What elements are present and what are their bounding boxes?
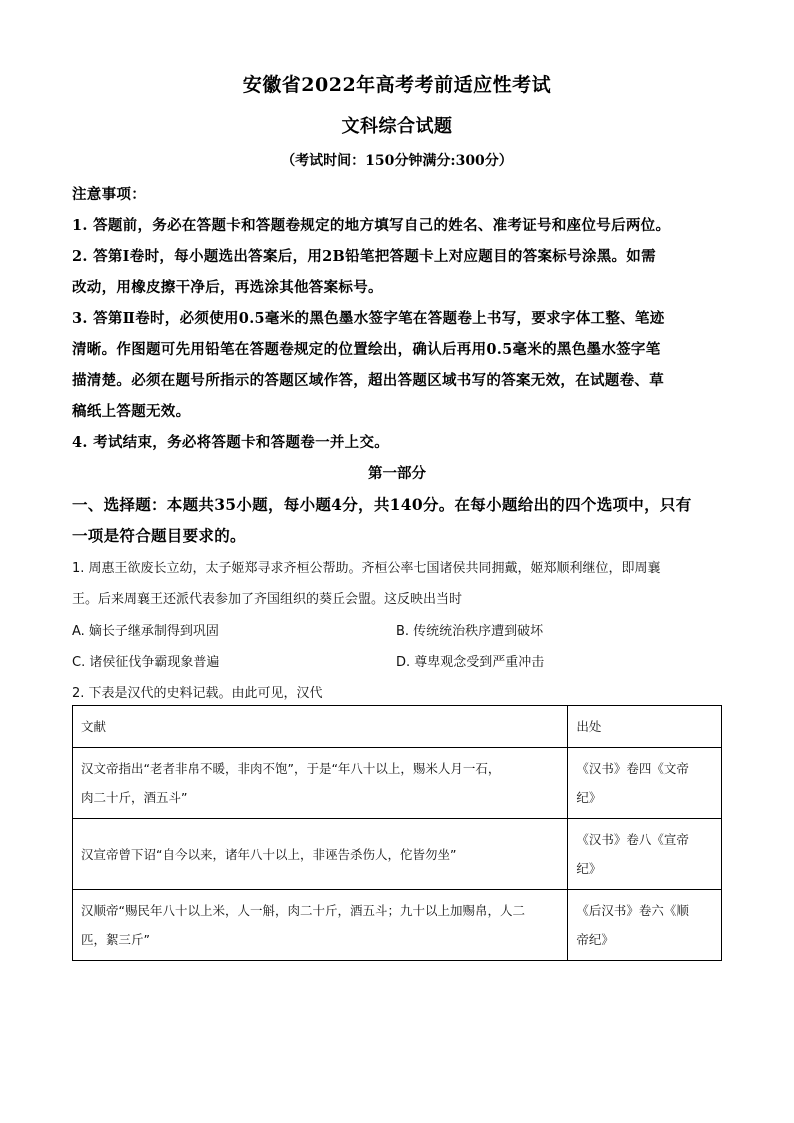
question-1-stem: 1. 周惠王欲废长立幼，太子姬郑寻求齐桓公帮助。齐桓公率七国诸侯共同拥戴，姬郑顺利继位，即周襄	[72, 561, 661, 576]
note-line: 1. 答题前，务必在答题卡和答题卷规定的地方填写自己的姓名、准考证号和座位号后两位。	[72, 217, 671, 234]
note-line: 清晰。作图题可先用铅笔在答题卷规定的位置绘出，确认后再用0.5毫米的黑色墨水签字笔	[72, 341, 661, 358]
part-label: 第一部分	[368, 465, 426, 482]
exam-subject: 文科综合试题	[341, 116, 453, 137]
note-line: 描清楚。必须在题号所指示的答题区域作答，超出答题区域书写的答案无效，在试题卷、草	[72, 372, 664, 389]
section-instruction: 一、选择题：本题共35小题，每小题4分，共140分。在每小题给出的四个选项中，只有	[72, 495, 692, 514]
table-cell-document: 汉文帝指出“老者非帛不暖，非肉不饱”，于是“年八十以上，赐米人月一石， 肉二十斤，酒五斗”	[73, 748, 568, 819]
table-cell-document: 汉宣帝曾下诏“自今以来，诸年八十以上，非诬告杀伤人，佗皆勿坐”	[73, 819, 568, 890]
table-header-source: 出处	[568, 706, 722, 748]
exam-duration-info: （考试时间：150分钟满分:300分）	[281, 153, 513, 169]
table-header-document: 文献	[73, 706, 568, 748]
note-line: 2. 答第Ⅰ卷时，每小题选出答案后，用2B铅笔把答题卡上对应题目的答案标号涂黑。如需	[72, 248, 656, 265]
note-line: 改动，用橡皮擦干净后，再选涂其他答案标号。	[72, 279, 383, 296]
table-cell-source: 《汉书》卷八《宣帝 纪》	[568, 819, 722, 890]
question-1-stem: 王。后来周襄王还派代表参加了齐国组织的葵丘会盟。这反映出当时	[72, 592, 463, 607]
question-1-option-b: B. 传统统治秩序遭到破坏	[396, 624, 544, 639]
table-header-row	[73, 706, 722, 748]
question-1-option-d: D. 尊卑观念受到严重冲击	[396, 655, 545, 670]
table-cell-source: 《汉书》卷四《文帝 纪》	[568, 748, 722, 819]
question-1-option-c: C. 诸侯征伐争霸现象普遍	[72, 655, 220, 670]
table-cell-document: 汉顺帝“赐民年八十以上米，人一斛，肉二十斤，酒五斗；九十以上加赐帛，人二 匹，絮三斤”	[73, 890, 568, 961]
table-cell-source: 《后汉书》卷六《顺 帝纪》	[568, 890, 722, 961]
table-row	[73, 890, 722, 961]
table-row	[73, 748, 722, 819]
exam-title: 安徽省2022年高考考前适应性考试	[242, 74, 552, 96]
history-source-table	[72, 705, 722, 961]
note-line: 稿纸上答题无效。	[72, 403, 191, 420]
note-line: 4. 考试结束，务必将答题卡和答题卷一并上交。	[72, 434, 390, 451]
question-2-stem: 2. 下表是汉代的史料记载。由此可见，汉代	[72, 686, 323, 701]
question-1-option-a: A. 嫡长子继承制得到巩固	[72, 624, 219, 639]
note-line: 3. 答第Ⅱ卷时，必须使用0.5毫米的黑色墨水签字笔在答题卷上书写，要求字体工整、笔迹	[72, 310, 665, 327]
section-instruction: 一项是符合题目要求的。	[72, 526, 246, 545]
table-row	[73, 819, 722, 890]
notes-heading: 注意事项：	[72, 186, 146, 203]
